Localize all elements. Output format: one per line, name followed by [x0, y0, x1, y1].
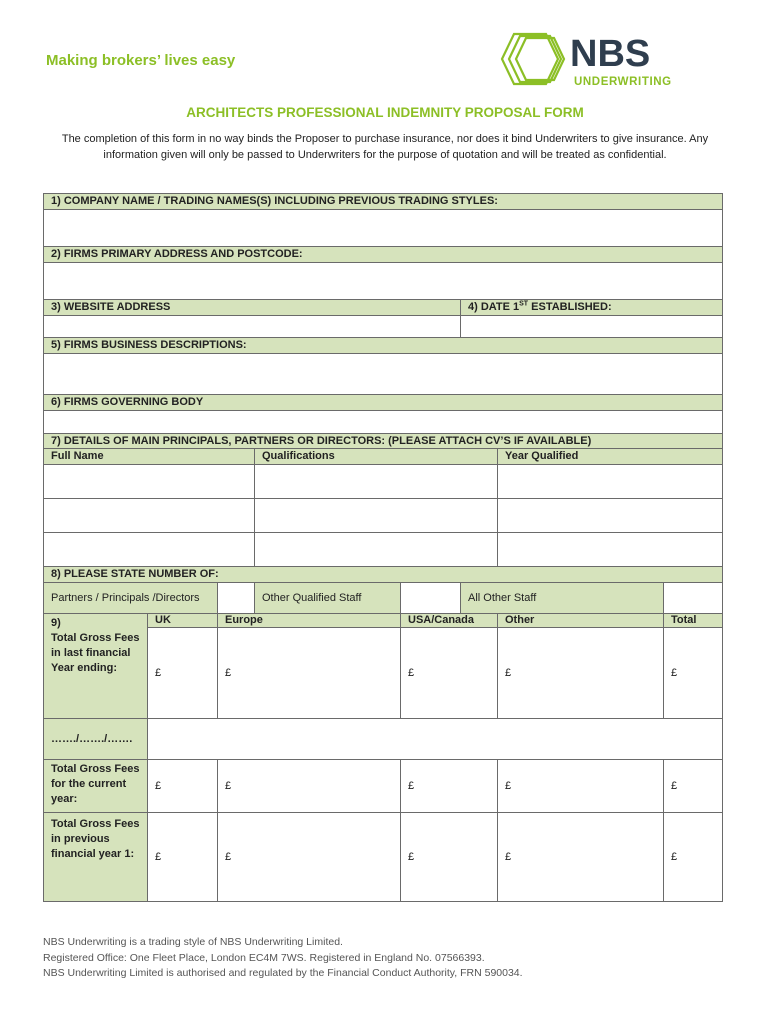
section-3-header: 3) WEBSITE ADDRESS [44, 300, 461, 316]
date-established-input[interactable] [461, 316, 723, 338]
section-5-header: 5) FIRMS BUSINESS DESCRIPTIONS: [44, 338, 723, 354]
col-full-name: Full Name [44, 449, 255, 465]
fees-usa-canada-input[interactable]: £ [401, 760, 498, 813]
address-input[interactable] [44, 263, 723, 300]
col-total: Total [664, 614, 723, 628]
fees-uk-input[interactable]: £ [148, 760, 218, 813]
logo-subtext: UNDERWRITING [574, 76, 672, 88]
fees-europe-input[interactable]: £ [218, 628, 401, 719]
col-usa-canada: USA/Canada [401, 614, 498, 628]
fees-row-3-label: Total Gross Fees in previous financial year 1: [44, 813, 148, 902]
logo-text: NBS [570, 33, 651, 75]
col-year-qualified: Year Qualified [498, 449, 723, 465]
governing-body-input[interactable] [44, 411, 723, 434]
principal-name-input[interactable] [44, 499, 255, 533]
col-qualifications: Qualifications [255, 449, 498, 465]
fees-row-1-label: 9) Total Gross Fees in last financial Year ending: [44, 614, 148, 719]
principal-name-input[interactable] [44, 465, 255, 499]
principal-year-input[interactable] [498, 533, 723, 567]
footer-line-1: NBS Underwriting is a trading style of NBS Underwriting Limited. [43, 936, 343, 948]
fees-europe-input[interactable]: £ [218, 813, 401, 902]
fees-other-input[interactable]: £ [498, 813, 664, 902]
business-description-input[interactable] [44, 354, 723, 395]
principal-year-input[interactable] [498, 499, 723, 533]
website-input[interactable] [44, 316, 461, 338]
footer [43, 935, 523, 982]
fees-total-input[interactable]: £ [664, 813, 723, 902]
principal-qualifications-input[interactable] [255, 465, 498, 499]
section-2-header: 2) FIRMS PRIMARY ADDRESS AND POSTCODE: [44, 247, 723, 263]
col-other: Other [498, 614, 664, 628]
partners-count-input[interactable] [218, 583, 255, 614]
partners-label: Partners / Principals /Directors [44, 583, 218, 614]
company-name-input[interactable] [44, 210, 723, 247]
fees-date-spacer [148, 719, 723, 760]
fees-total-input[interactable]: £ [664, 760, 723, 813]
section-1-header: 1) COMPANY NAME / TRADING NAMES(S) INCLUDING PREVIOUS TRADING STYLES: [44, 194, 723, 210]
principal-qualifications-input[interactable] [255, 533, 498, 567]
fees-uk-input[interactable]: £ [148, 813, 218, 902]
qualified-staff-label: Other Qualified Staff [255, 583, 401, 614]
other-staff-label: All Other Staff [461, 583, 664, 614]
nbs-logo [498, 30, 688, 92]
principal-name-input[interactable] [44, 533, 255, 567]
col-uk: UK [148, 614, 218, 628]
proposal-form [43, 193, 723, 902]
section-7-header: 7) DETAILS OF MAIN PRINCIPALS, PARTNERS OR DIRECTORS: (PLEASE ATTACH CV’S IF AVAILABLE) [44, 434, 723, 449]
principal-row [44, 465, 723, 499]
fees-date-field[interactable]: ……./……./……. [44, 719, 148, 760]
principal-year-input[interactable] [498, 465, 723, 499]
section-6-header: 6) FIRMS GOVERNING BODY [44, 395, 723, 411]
section-8-header: 8) PLEASE STATE NUMBER OF: [44, 567, 723, 583]
fees-europe-input[interactable]: £ [218, 760, 401, 813]
fees-other-input[interactable]: £ [498, 760, 664, 813]
fees-total-input[interactable]: £ [664, 628, 723, 719]
tagline: Making brokers’ lives easy [46, 52, 236, 69]
footer-line-2: Registered Office: One Fleet Place, London EC4M 7WS. Registered in England No. 07566393. [43, 951, 485, 964]
form-title: ARCHITECTS PROFESSIONAL INDEMNITY PROPOSAL FORM [186, 105, 584, 120]
principal-row [44, 533, 723, 567]
principal-row [44, 499, 723, 533]
fees-usa-canada-input[interactable]: £ [401, 813, 498, 902]
fees-row-2-label: Total Gross Fees for the current year: [44, 760, 148, 813]
intro-text: The completion of this form in no way binds the Proposer to purchase insurance, nor does it bind Underwriters to give insurance. Any information given will only be passed to Underwriters for the purpose of quotation and will be treated as confidential. [61, 133, 709, 161]
fees-other-input[interactable]: £ [498, 628, 664, 719]
section-4-header: 4) DATE 1ST ESTABLISHED: [461, 300, 723, 316]
other-staff-count-input[interactable] [664, 583, 723, 614]
fees-uk-input[interactable]: £ [148, 628, 218, 719]
fees-usa-canada-input[interactable]: £ [401, 628, 498, 719]
qualified-staff-count-input[interactable] [401, 583, 461, 614]
principal-qualifications-input[interactable] [255, 499, 498, 533]
footer-line-3: NBS Underwriting Limited is authorised and regulated by the Financial Conduct Authority, FRN 590034. [43, 967, 523, 979]
col-europe: Europe [218, 614, 401, 628]
hexagon-logo-icon [498, 30, 688, 92]
